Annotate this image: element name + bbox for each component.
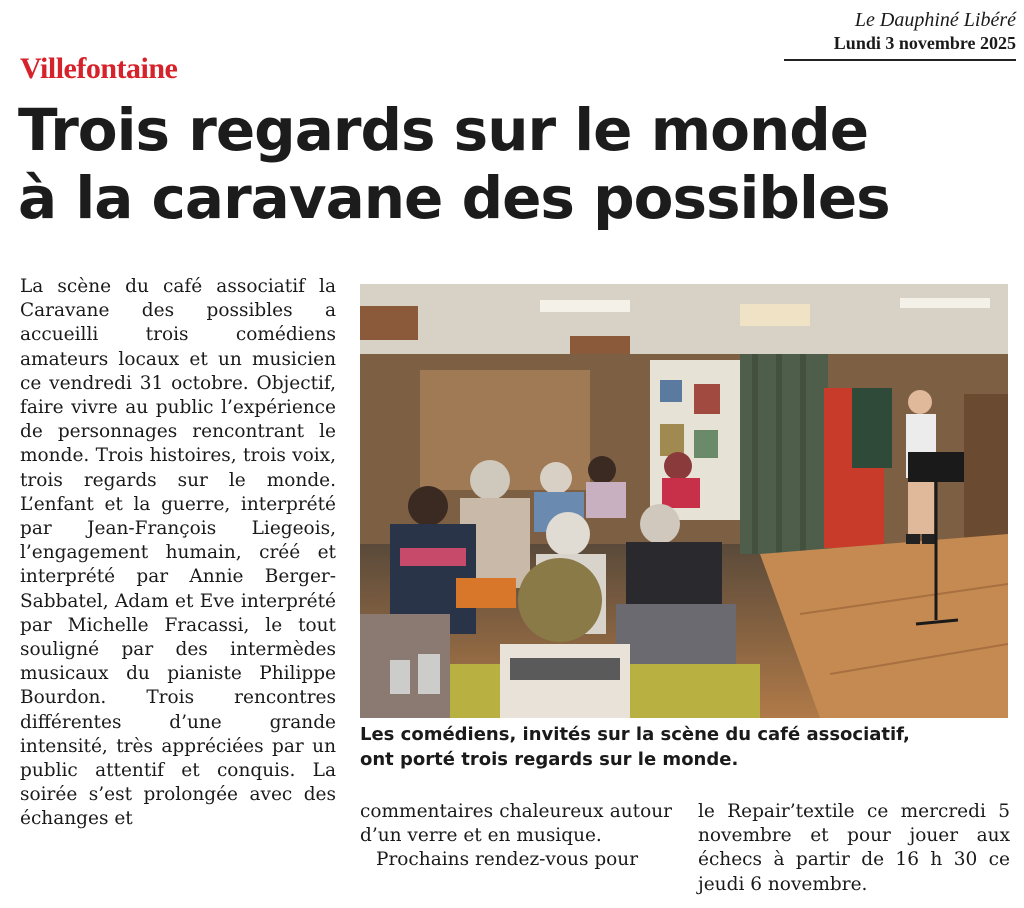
article-paragraph: Prochains rendez-vous pour — [376, 849, 639, 871]
caption-line-2: ont porté trois regards sur le monde. — [360, 749, 739, 770]
masthead — [784, 8, 1016, 61]
article-column-2 — [360, 800, 672, 873]
headline-line-1: Trois regards sur le monde — [18, 96, 869, 164]
photo-caption — [360, 722, 1010, 772]
headline — [18, 96, 1008, 232]
headline-line-2: à la caravane des possibles — [18, 164, 890, 232]
caption-line-1: Les comédiens, invités sur la scène du café associatif, — [360, 724, 910, 745]
article-photo — [360, 284, 1008, 718]
newspaper-name: Le Dauphiné Libéré — [854, 9, 1016, 31]
article-paragraph: La scène du café associatif la Caravane des possibles a accueilli trois comédiens amateurs locaux et un musicien ce vendredi 31 octobre. Objectif, faire vivre au public l’expérience de personnages rencontrant le monde. Trois histoires, trois voix, trois regards sur le monde. L’enfant et la guerre, interprété par Jean-François Liegeois, l’engagement humain, créé et interprété par Annie Berger-Sabbatel, Adam et Eve interprété par Michelle Fracassi, le tout souligné par des intermèdes musicaux du pianiste Philippe Bourdon. Trois rencontres différentes d’une grande intensité, très appréciées par un public attentif et conquis. La soirée s’est prolongée avec des échanges et — [20, 276, 336, 830]
issue-date: Lundi 3 novembre 2025 — [784, 32, 1016, 61]
article-paragraph: commentaires chaleureux autour d’un verre et en musique. — [360, 801, 672, 847]
article-paragraph: le Repair’textile ce mercredi 5 novembre et pour jouer aux échecs à partir de 16 h 30 ce jeudi 6 novembre. — [698, 801, 1010, 895]
article-column-1 — [20, 275, 336, 832]
section-label: Villefontaine — [20, 52, 178, 85]
photo-scene-illustration — [360, 284, 1008, 718]
article-column-3 — [698, 800, 1010, 897]
